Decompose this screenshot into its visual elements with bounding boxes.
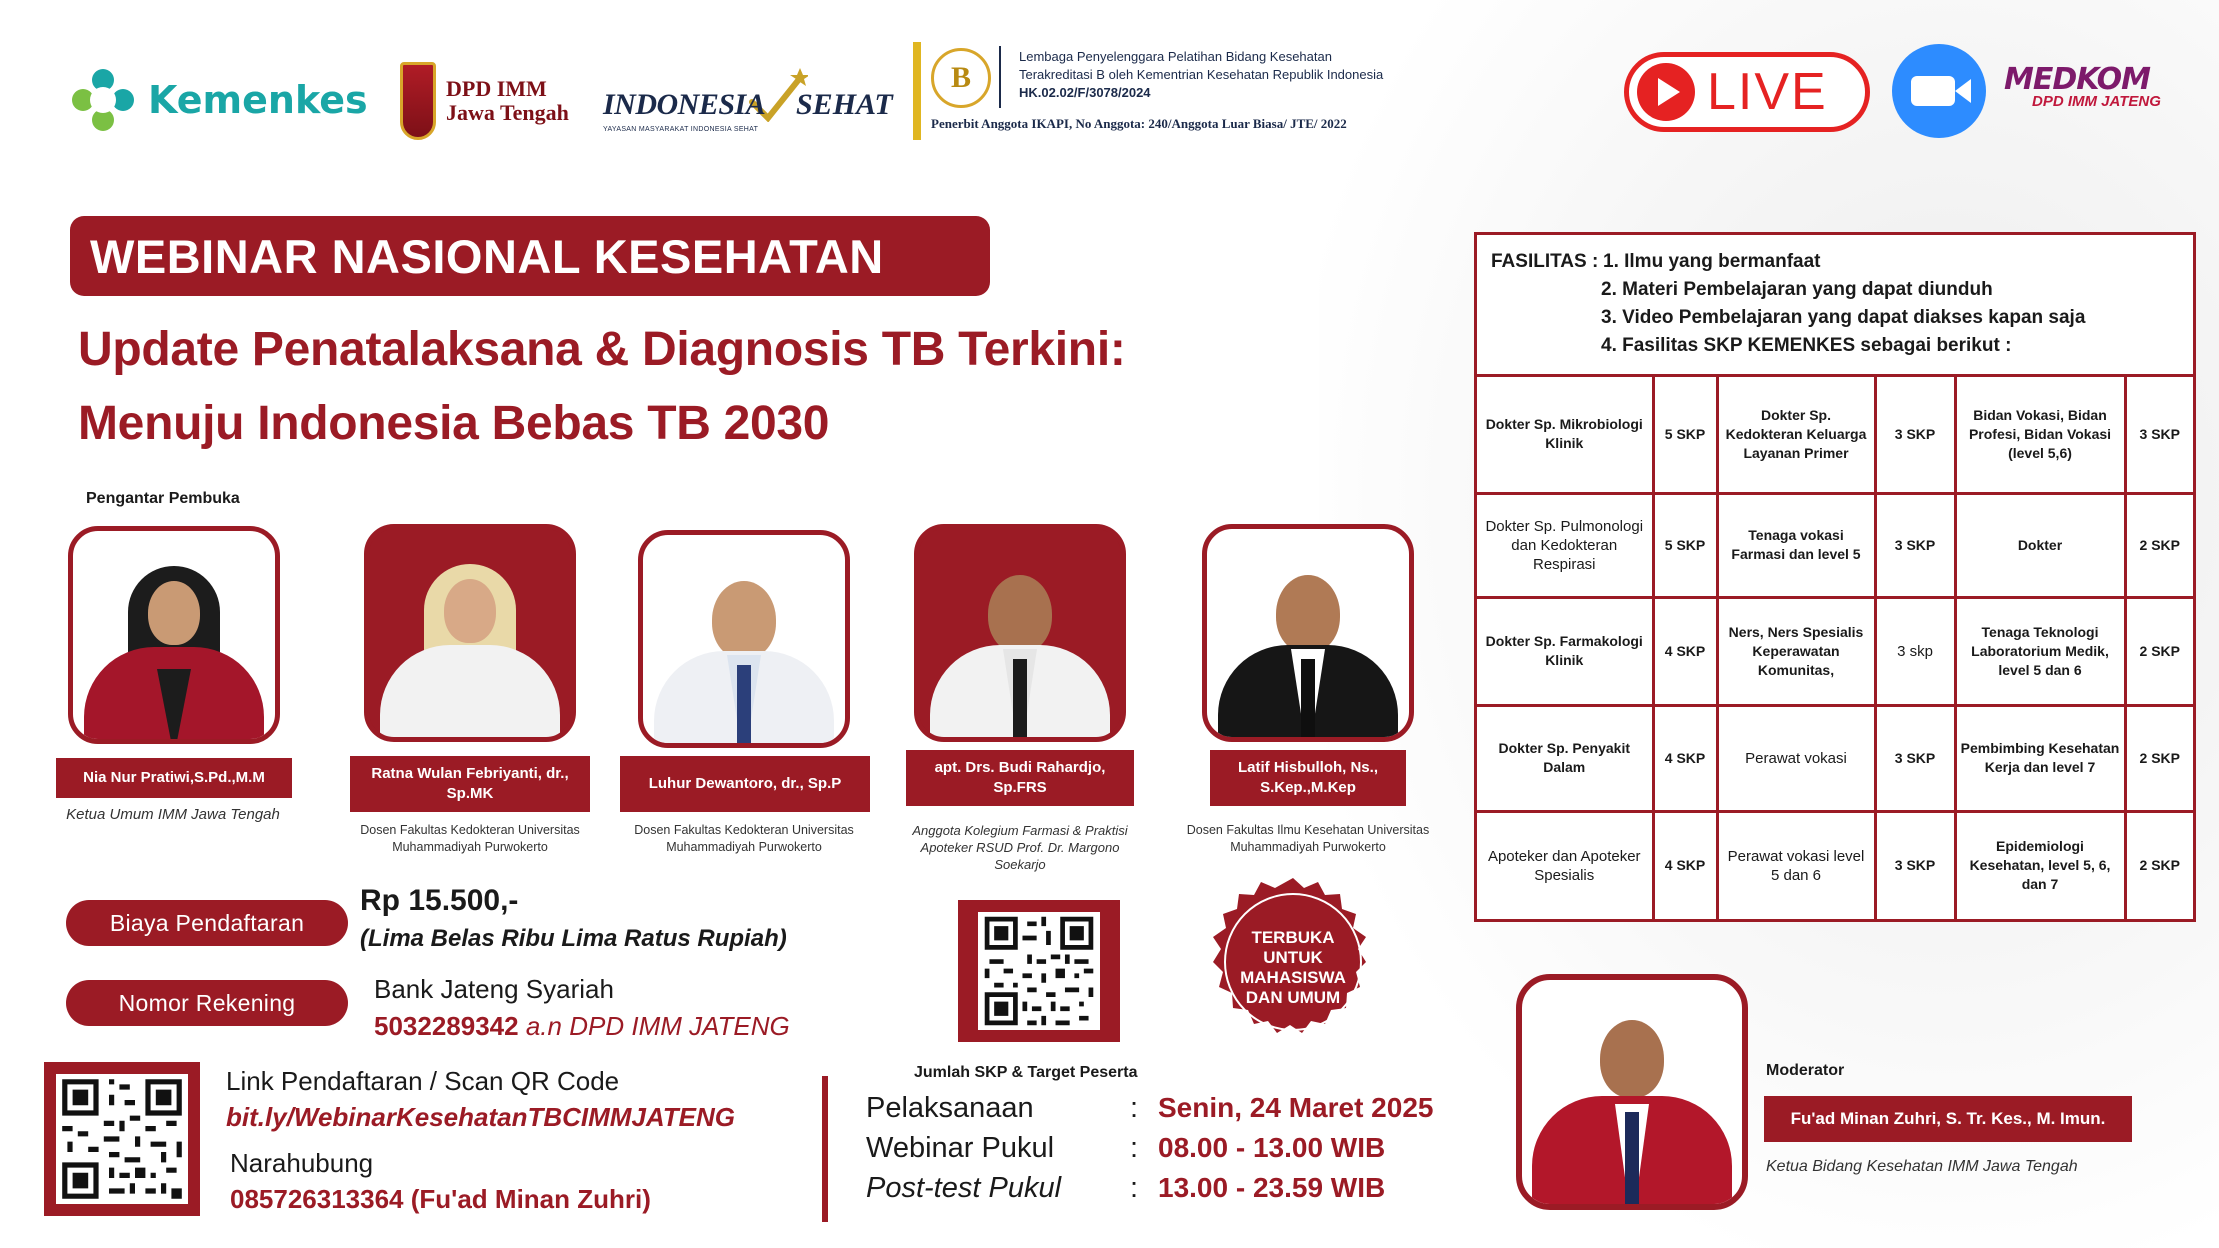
account-number: 5032289342 bbox=[374, 1011, 519, 1041]
table-row bbox=[1477, 493, 2193, 597]
facilities-panel bbox=[1474, 232, 2196, 922]
speaker-role: Dosen Fakultas Ilmu Kesehatan Universitas Muhammadiyah Purwokerto bbox=[1186, 823, 1430, 854]
table-cell: 2 SKP bbox=[2125, 705, 2193, 811]
kemenkes-mark-icon bbox=[72, 69, 134, 131]
moderator-role: Ketua Bidang Kesehatan IMM Jawa Tengah bbox=[1766, 1158, 2078, 1175]
facility-item: 3. Video Pembelajaran yang dapat diakses kapan saja bbox=[1601, 307, 2086, 328]
divider bbox=[822, 1076, 828, 1222]
table-cell: 3 SKP bbox=[1875, 493, 1955, 597]
contact-label: Narahubung bbox=[230, 1148, 374, 1178]
table-cell: 4 SKP bbox=[1653, 597, 1717, 705]
facility-item: 4. Fasilitas SKP KEMENKES sebagai berikut : bbox=[1601, 335, 2012, 356]
facility-item: 1. Ilmu yang bermanfaat bbox=[1603, 251, 1821, 272]
dpd-line2: Jawa Tengah bbox=[446, 100, 569, 125]
bank-name: Bank Jateng Syariah bbox=[374, 974, 614, 1004]
table-cell: Pembimbing Kesehatan Kerja dan level 7 bbox=[1955, 705, 2125, 811]
table-cell: Epidemiologi Kesehatan, level 5, 6, dan 7 bbox=[1955, 811, 2125, 919]
table-cell: Dokter Sp. Farmakologi Klinik bbox=[1477, 597, 1653, 705]
table-cell: 3 SKP bbox=[1875, 377, 1955, 493]
table-row bbox=[1477, 377, 2193, 493]
speaker-role: Ketua Umum IMM Jawa Tengah bbox=[66, 806, 280, 823]
penerbit-ikapi: Penerbit Anggota IKAPI, No Anggota: 240/Anggota Luar Biasa/ JTE/ 2022 bbox=[931, 116, 1347, 131]
accreditation-b-icon: B bbox=[931, 48, 991, 108]
table-cell: Dokter Sp. Pulmonologi dan Kedokteran Respirasi bbox=[1477, 493, 1653, 597]
table-cell: Dokter Sp. Kedokteran Keluarga Layanan Primer bbox=[1717, 377, 1875, 493]
kemenkes-text: Kemenkes bbox=[148, 78, 368, 122]
live-text: LIVE bbox=[1707, 63, 1828, 121]
indo-sehat-word1: INDONESIA bbox=[603, 88, 766, 121]
gold-bar bbox=[913, 42, 921, 140]
imm-shield-icon bbox=[400, 62, 436, 140]
medkom-text: MEDKOM bbox=[2004, 62, 2150, 97]
dpd-line1: DPD IMM bbox=[446, 76, 547, 101]
webinar-badge bbox=[70, 216, 990, 296]
table-cell: 4 SKP bbox=[1653, 811, 1717, 919]
moderator-label: Moderator bbox=[1766, 1062, 1845, 1079]
skp-table bbox=[1477, 377, 2193, 919]
speaker-name: Ratna Wulan Febriyanti, dr., Sp.MK bbox=[350, 756, 590, 812]
table-cell: 2 SKP bbox=[2125, 493, 2193, 597]
qr-code-icon bbox=[978, 912, 1100, 1030]
lembaga-line3: HK.02.02/F/3078/2024 bbox=[1019, 85, 1151, 100]
moderator-name: Fu'ad Minan Zuhri, S. Tr. Kes., M. Imun. bbox=[1764, 1096, 2132, 1142]
facilities-label: FASILITAS : bbox=[1491, 251, 1599, 272]
open-stamp bbox=[1206, 876, 1380, 1050]
intro-label: Pengantar Pembuka bbox=[86, 490, 240, 507]
table-cell: Ners, Ners Spesialis Keperawatan Komunitas, bbox=[1717, 597, 1875, 705]
table-cell: 3 SKP bbox=[1875, 705, 1955, 811]
zoom-icon bbox=[1892, 44, 1986, 138]
webinar-badge-text: WEBINAR NASIONAL KESEHATAN bbox=[90, 229, 884, 283]
stamp-line1: TERBUKA bbox=[1251, 928, 1335, 947]
table-cell: 5 SKP bbox=[1653, 493, 1717, 597]
table-cell: Perawat vokasi bbox=[1717, 705, 1875, 811]
table-cell: 5 SKP bbox=[1653, 377, 1717, 493]
table-cell: 2 SKP bbox=[2125, 811, 2193, 919]
headline-line2: Menuju Indonesia Bebas TB 2030 bbox=[78, 397, 830, 450]
link-label: Link Pendaftaran / Scan QR Code bbox=[226, 1066, 620, 1096]
table-cell: Tenaga Teknologi Laboratorium Medik, level 5 dan 6 bbox=[1955, 597, 2125, 705]
table-cell: Dokter Sp. Penyakit Dalam bbox=[1477, 705, 1653, 811]
speaker-name: Nia Nur Pratiwi,S.Pd.,M.M bbox=[56, 758, 292, 798]
schedule-label: Post-test Pukul bbox=[866, 1172, 1062, 1204]
stamp-line4: DAN UMUM bbox=[1245, 988, 1341, 1007]
contact-phone: 085726313364 (Fu'ad Minan Zuhri) bbox=[230, 1184, 651, 1214]
speaker-photo bbox=[638, 530, 850, 748]
schedule-label: Webinar Pukul bbox=[866, 1132, 1055, 1164]
qr-code-icon bbox=[56, 1074, 188, 1204]
schedule-date: Senin, 24 Maret 2025 bbox=[1158, 1092, 1434, 1123]
table-cell: Dokter Sp. Mikrobiologi Klinik bbox=[1477, 377, 1653, 493]
table-row bbox=[1477, 597, 2193, 705]
account-label-pill: Nomor Rekening bbox=[66, 980, 348, 1026]
skp-caption: Jumlah SKP & Target Peserta bbox=[914, 1064, 1138, 1081]
table-cell: 2 SKP bbox=[2125, 597, 2193, 705]
speaker-role: Dosen Fakultas Kedokteran Universitas Muhammadiyah Purwokerto bbox=[360, 823, 580, 854]
video-camera-icon bbox=[1911, 76, 1955, 106]
speaker-photo bbox=[914, 524, 1126, 742]
indonesia-sehat-logo bbox=[603, 60, 893, 140]
speaker-name: Luhur Dewantoro, dr., Sp.P bbox=[620, 756, 870, 812]
speaker-photo bbox=[68, 526, 280, 744]
schedule-label: Pelaksanaan bbox=[866, 1092, 1034, 1124]
lembaga-accreditation bbox=[913, 42, 1423, 134]
account-an: a.n bbox=[525, 1011, 562, 1041]
lembaga-line1: Lembaga Penyelenggara Pelatihan Bidang Kesehatan bbox=[1019, 49, 1332, 64]
speaker-name: Latif Hisbulloh, Ns., S.Kep.,M.Kep bbox=[1210, 750, 1406, 806]
skp-qr-code[interactable] bbox=[958, 900, 1120, 1042]
dpd-imm-logo bbox=[400, 62, 569, 140]
table-cell: Apoteker dan Apoteker Spesialis bbox=[1477, 811, 1653, 919]
lembaga-line2: Terakreditasi B oleh Kementrian Kesehatan Republik Indonesia bbox=[1019, 67, 1384, 82]
speaker-name: apt. Drs. Budi Rahardjo, Sp.FRS bbox=[906, 750, 1134, 806]
fee-amount: Rp 15.500,- bbox=[360, 884, 519, 917]
account-holder: DPD IMM JATENG bbox=[569, 1011, 790, 1041]
table-cell: Tenaga vokasi Farmasi dan level 5 bbox=[1717, 493, 1875, 597]
registration-link[interactable]: bit.ly/WebinarKesehatanTBCIMMJATENG bbox=[226, 1102, 735, 1132]
table-cell: Perawat vokasi level 5 dan 6 bbox=[1717, 811, 1875, 919]
indo-sehat-sub: YAYASAN MASYARAKAT INDONESIA SEHAT bbox=[603, 126, 759, 133]
registration-qr-code[interactable] bbox=[44, 1062, 200, 1216]
schedule-posttest-time: 13.00 - 23.59 WIB bbox=[1158, 1172, 1386, 1203]
moderator-photo bbox=[1516, 974, 1748, 1210]
fee-words: (Lima Belas Ribu Lima Ratus Rupiah) bbox=[360, 925, 787, 952]
stamp-line2: UNTUK bbox=[1263, 948, 1323, 967]
table-cell: Dokter bbox=[1955, 493, 2125, 597]
headline-line1: Update Penatalaksana & Diagnosis TB Terkini: bbox=[78, 323, 1126, 376]
table-cell: 4 SKP bbox=[1653, 705, 1717, 811]
account-info bbox=[374, 1011, 790, 1042]
facility-item: 2. Materi Pembelajaran yang dapat diunduh bbox=[1601, 279, 1993, 300]
table-cell: Bidan Vokasi, Bidan Profesi, Bidan Vokasi (level 5,6) bbox=[1955, 377, 2125, 493]
table-cell: 3 SKP bbox=[1875, 811, 1955, 919]
medkom-logo bbox=[2004, 62, 2204, 122]
schedule-webinar-time: 08.00 - 13.00 WIB bbox=[1158, 1132, 1386, 1163]
table-cell: 3 skp bbox=[1875, 597, 1955, 705]
indo-sehat-word2: SEHAT bbox=[796, 88, 893, 121]
live-badge bbox=[1624, 52, 1870, 132]
medkom-sub: DPD IMM JATENG bbox=[2032, 93, 2161, 110]
speaker-role: Anggota Kolegium Farmasi & Praktisi Apoteker RSUD Prof. Dr. Margono Soekarjo bbox=[912, 823, 1128, 872]
table-row bbox=[1477, 705, 2193, 811]
fee-label-pill: Biaya Pendaftaran bbox=[66, 900, 348, 946]
speaker-role: Dosen Fakultas Kedokteran Universitas Muhammadiyah Purwokerto bbox=[634, 823, 854, 854]
kemenkes-logo bbox=[72, 64, 368, 136]
facilities-header bbox=[1477, 235, 2193, 377]
table-row bbox=[1477, 811, 2193, 919]
speaker-photo bbox=[1202, 524, 1414, 742]
table-cell: 3 SKP bbox=[2125, 377, 2193, 493]
stamp-line3: MAHASISWA bbox=[1240, 968, 1346, 987]
speaker-photo bbox=[364, 524, 576, 742]
play-icon bbox=[1637, 63, 1695, 121]
